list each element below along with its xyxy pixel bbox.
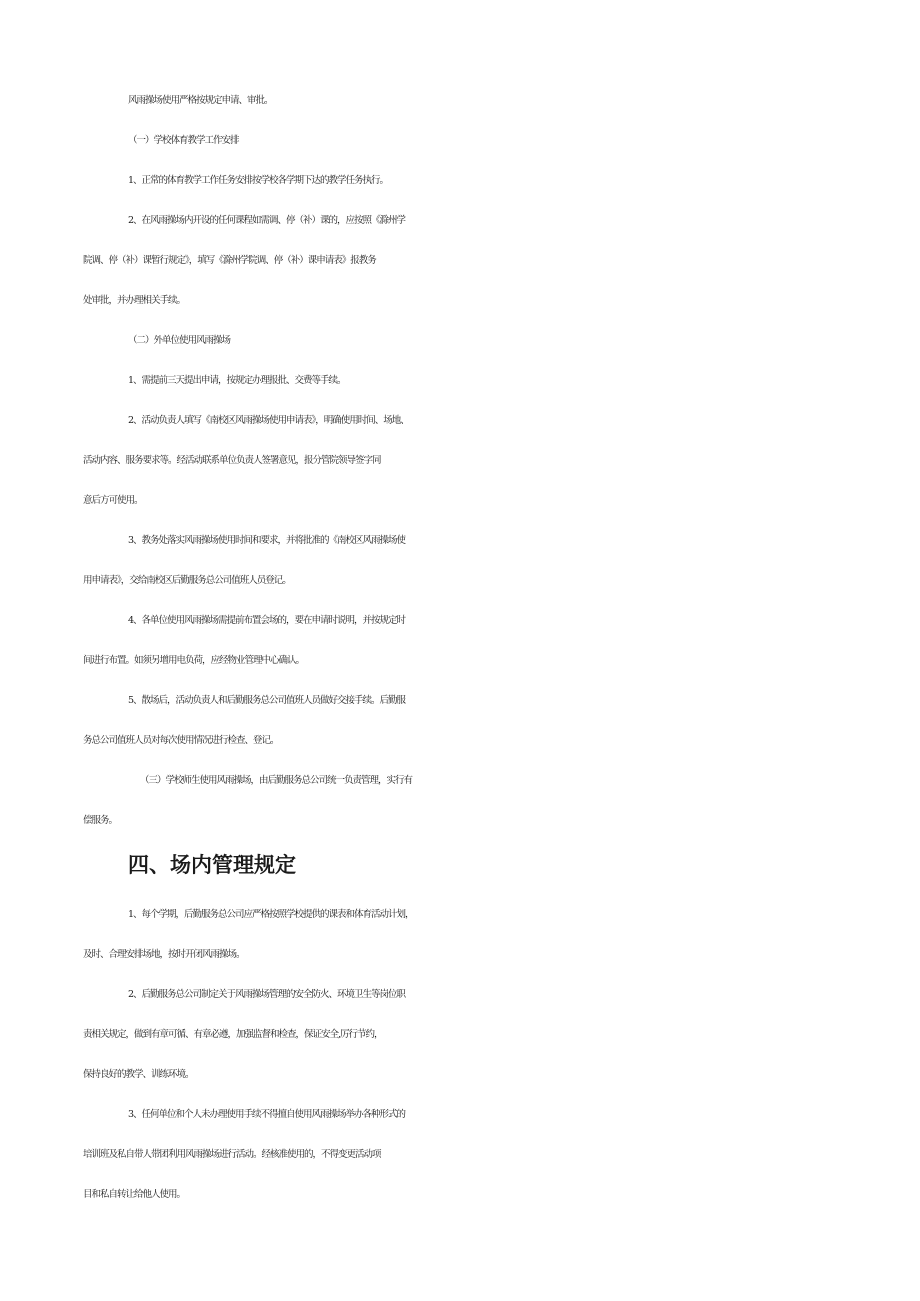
text-line: 3、任何单位和个人未办理使用手续不得擅自使用风雨操场举办各种形式的 <box>128 1109 406 1120</box>
text-line: 间进行布置。如须另增用电负荷，应经物业管理中心确认。 <box>83 655 305 666</box>
text-line: 4、各单位使用风雨操场需提前布置会场的，要在申请时说明，并按规定时 <box>128 615 406 626</box>
text-line: 2、活动负责人填写《南校区风雨操场使用申请表》，明确使用时间、场地、 <box>128 415 409 426</box>
text-line: 1、需提前三天提出申请，按规定办理报批、交费等手续。 <box>128 375 346 386</box>
text-line: 培训班及私自带人带团利用风雨操场进行活动。经核准使用的，不得变更活动项 <box>83 1149 381 1160</box>
text-line: 风雨操场使用严格按规定申请、审批。 <box>128 95 273 106</box>
text-line: 处审批，并办理相关手续。 <box>83 295 186 306</box>
text-line: 保持良好的教学、训练环境。 <box>83 1069 194 1080</box>
text-line: 5、散场后，活动负责人和后勤服务总公司值班人员做好交接手续。后勤服 <box>128 695 406 706</box>
text-line: 目和私自转让给他人使用。 <box>83 1189 186 1200</box>
subheading-one: （一）学校体育教学工作安排 <box>128 135 239 146</box>
section-heading: 四、场内管理规定 <box>128 853 296 877</box>
text-line: 意后方可使用。 <box>83 495 143 506</box>
text-line: 1、每个学期，后勤服务总公司应严格按照学校提供的课表和体育活动计划， <box>128 909 414 920</box>
subheading-two: （二）外单位使用风雨操场 <box>128 335 231 346</box>
text-line: 责相关规定，做到有章可循、有章必遵，加强监督和检查，保证安全,厉行节约， <box>83 1029 383 1040</box>
text-line: 务总公司值班人员对每次使用情况进行检查、登记。 <box>83 735 279 746</box>
text-line: 3、教务处落实风雨操场使用时间和要求，并将批准的《南校区风雨操场使 <box>128 535 406 546</box>
text-line: 活动内容、服务要求等。经活动联系单位负责人签署意见，报分管院领导签字同 <box>83 455 381 466</box>
text-line: 院调、停（补）课暂行规定》，填写《滁州学院调、停（补）课申请表》报教务 <box>83 255 376 266</box>
text-line: 用申请表》，交给南校区后勤服务总公司值班人员登记。 <box>83 575 291 586</box>
text-line: 2、后勤服务总公司制定关于风雨操场管理的安全防火、环境卫生等岗位职 <box>128 989 406 1000</box>
text-line: 及时、合理安排场地，按时开闭风雨操场。 <box>83 949 245 960</box>
text-line: 2、在风雨操场内开设的任何课程如需调、停（补）课的，应按照《滁州学 <box>128 215 406 226</box>
text-line: 1、正常的体育教学工作任务安排按学校各学期下达的教学任务执行。 <box>128 175 389 186</box>
subheading-three: （三）学校师生使用风雨操场，由后勤服务总公司统一负责管理，实行有 <box>140 775 413 786</box>
text-line: 偿服务。 <box>83 815 118 826</box>
